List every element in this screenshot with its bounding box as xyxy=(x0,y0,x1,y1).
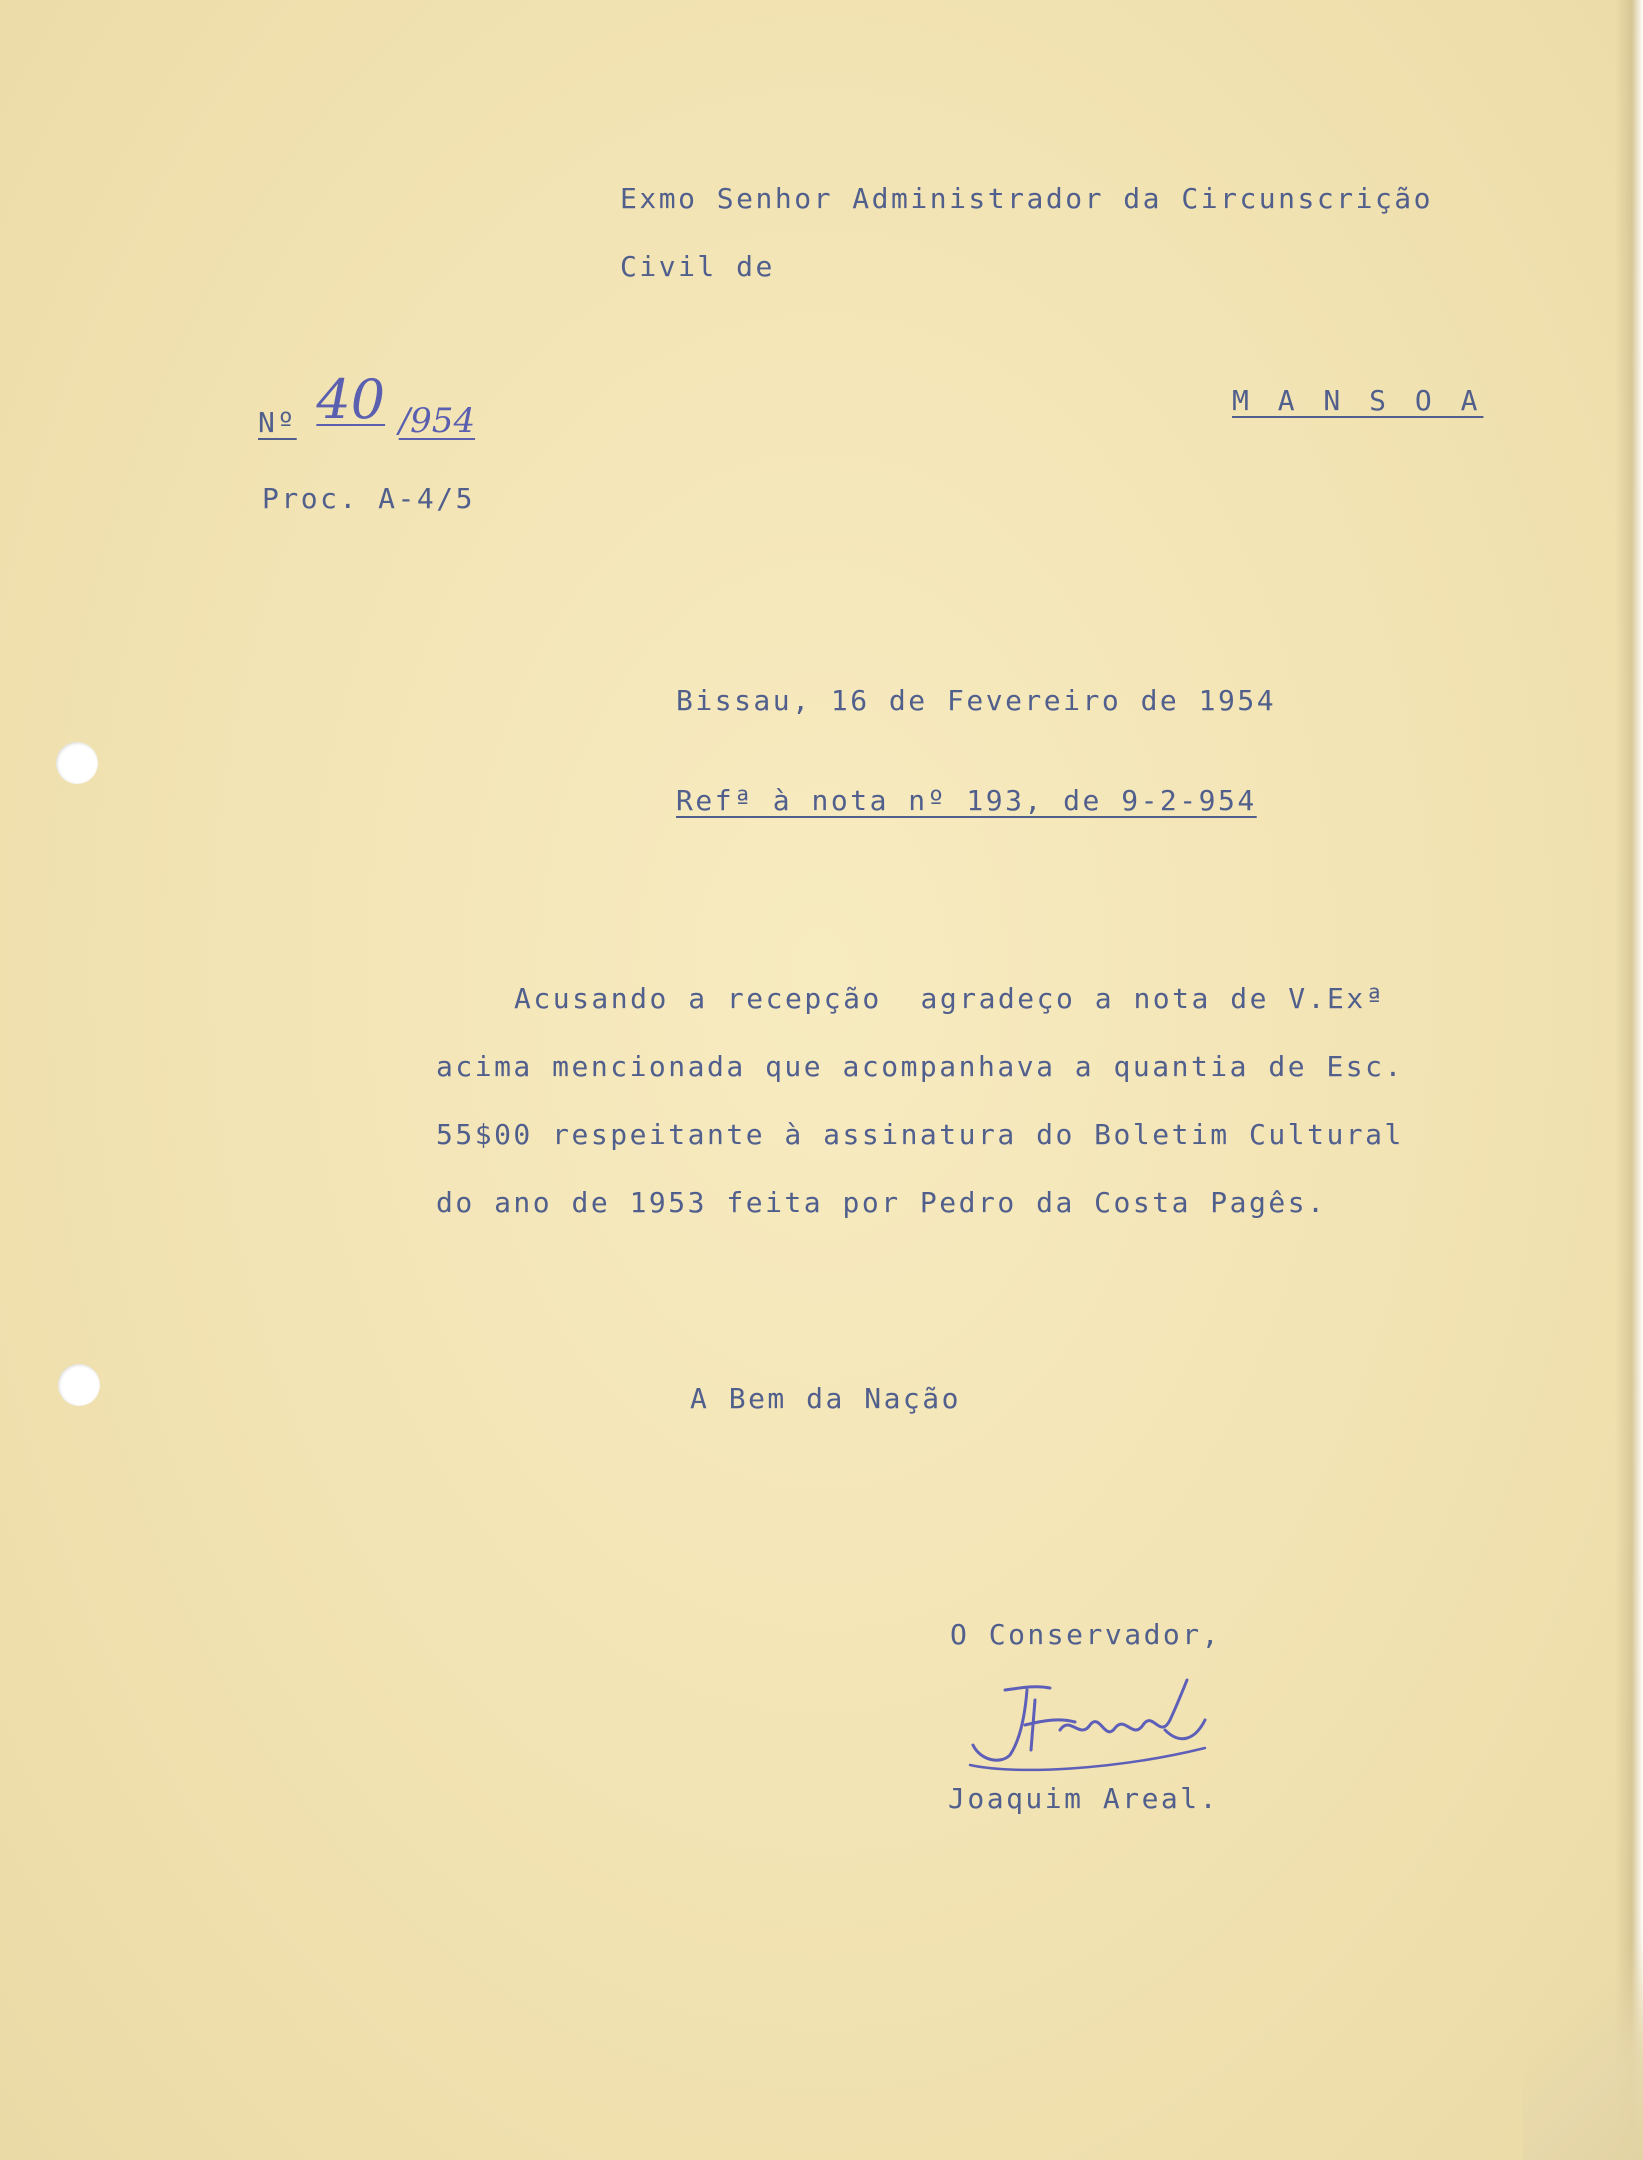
place-date: Bissau, 16 de Fevereiro de 1954 xyxy=(676,684,1277,717)
page-right-edge xyxy=(1615,0,1643,2160)
number-prefix: Nº xyxy=(258,406,297,439)
closing-salutation: A Bem da Nação xyxy=(690,1382,962,1415)
number-year: /954 xyxy=(398,401,476,441)
note-reference: Refª à nota nº 193, de 9-2-954 xyxy=(676,784,1257,817)
addressee-line-2: Civil de xyxy=(620,250,775,283)
process-reference: Proc. A-4/5 xyxy=(262,482,475,515)
body-line-3: 55$00 respeitante à assinatura do Boletim Cultural xyxy=(436,1118,1404,1151)
signer-name: Joaquim Areal. xyxy=(948,1782,1220,1815)
letter-number xyxy=(258,368,476,445)
punch-hole-bottom xyxy=(58,1364,100,1406)
handwritten-signature xyxy=(965,1670,1225,1780)
number-handwritten: 40 xyxy=(316,368,386,431)
page-corner-shade xyxy=(1523,1900,1643,2160)
body-line-2: acima mencionada que acompanhava a quantia de Esc. xyxy=(436,1050,1404,1083)
destination: M A N S O A xyxy=(1232,384,1484,417)
signer-title: O Conservador, xyxy=(950,1618,1222,1651)
body-line-4: do ano de 1953 feita por Pedro da Costa Pagês. xyxy=(436,1186,1327,1219)
addressee-line-1: Exmo Senhor Administrador da Circunscrição xyxy=(620,182,1434,215)
punch-hole-top xyxy=(56,742,98,784)
body-line-1: Acusando a recepção agradeço a nota de V.Exª xyxy=(514,982,1386,1015)
